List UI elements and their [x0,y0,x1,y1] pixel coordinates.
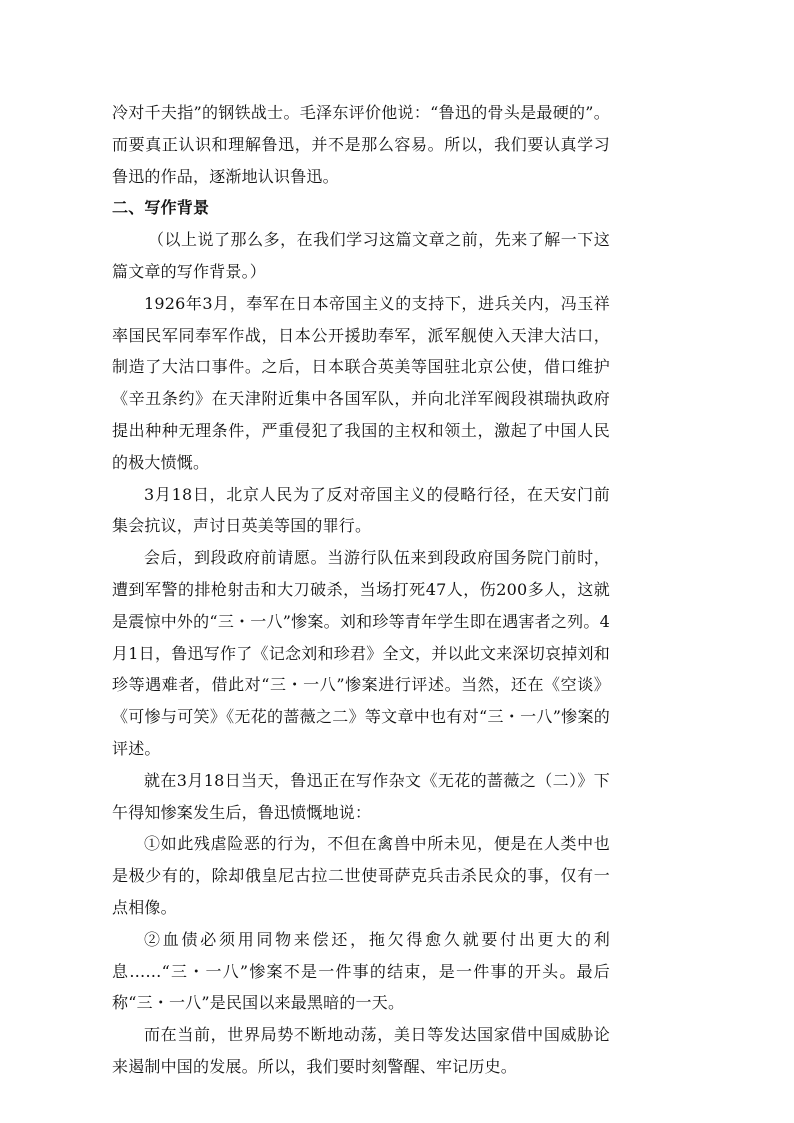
quote-item-1: ①如此残虐险恶的行为，不但在禽兽中所未见，便是在人类中也是极少有的，除却俄皇尼古拉二世使哥萨克兵击杀民众的事，仅有一点相像。 [112,834,610,917]
paragraph-conclusion: 而在当前，世界局势不断地动荡，美日等发达国家借中国威胁论来遏制中国的发展。所以，我们要时刻警醒、牢记历史。 [112,1025,610,1076]
section-heading-writing-background: 二、写作背景 [112,198,210,218]
document-body [112,97,610,1083]
paragraph-massacre-description: 会后，到段政府前请愿。当游行队伍来到段政府国务院门前时，遭到军警的排枪射击和大刀破杀，当场打死47人，伤200多人，这就是震惊中外的“三・一八”惨案。刘和珍等青年学生即在遇害者之列。4月1日，鲁迅写作了《记念刘和珍君》全文，并以此文来深切哀掉刘和珍等遇难者，借此对“三・一八”惨案进行评述。当然，还在《空谈》《可惨与可笑》《无花的蔷薇之二》等文章中也有对“三・一八”惨案的评述。 [112,548,610,758]
paragraph-intro-continuation: 冷对千夫指”的钢铁战士。毛泽东评价他说：“鲁迅的骨头是最硬的”。而要真正认识和理解鲁迅，并不是那么容易。所以，我们要认真学习鲁迅的作品，逐渐地认识鲁迅。 [112,103,610,186]
quote-item-2: ②血债必须用同物来偿还，拖欠得愈久就要付出更大的利息……“三・一八”惨案不是一件事的结束，是一件事的开头。最后称“三・一八”是民国以来最黑暗的一天。 [112,929,610,1013]
paragraph-1926-background: 1926年3月，奉军在日本帝国主义的支持下，进兵关内，冯玉祥率国民军同奉军作战，日本公开援助奉军，派军舰使入天津大沽口，制造了大沽口事件。之后，日本联合英美等国驻北京公使，借口维护《辛丑条约》在天津附近集中各国军队，并向北洋军阀段祺瑞执政府提出种种无理条件，严重侵犯了我国的主权和领土，激起了中国人民的极大愤慨。 [112,293,610,472]
paragraph-march-18-protest: 3月18日，北京人民为了反对帝国主义的侵略行径，在天安门前集会抗议，声讨日英美等国的罪行。 [112,484,610,536]
paragraph-transition-note: （以上说了那么多，在我们学习这篇文章之前，先来了解一下这篇文章的写作背景。） [112,230,610,281]
paragraph-lu-xun-reaction: 就在3月18日当天，鲁迅正在写作杂文《无花的蔷薇之（二）》下午得知惨案发生后，鲁迅愤慨地说： [112,770,610,822]
